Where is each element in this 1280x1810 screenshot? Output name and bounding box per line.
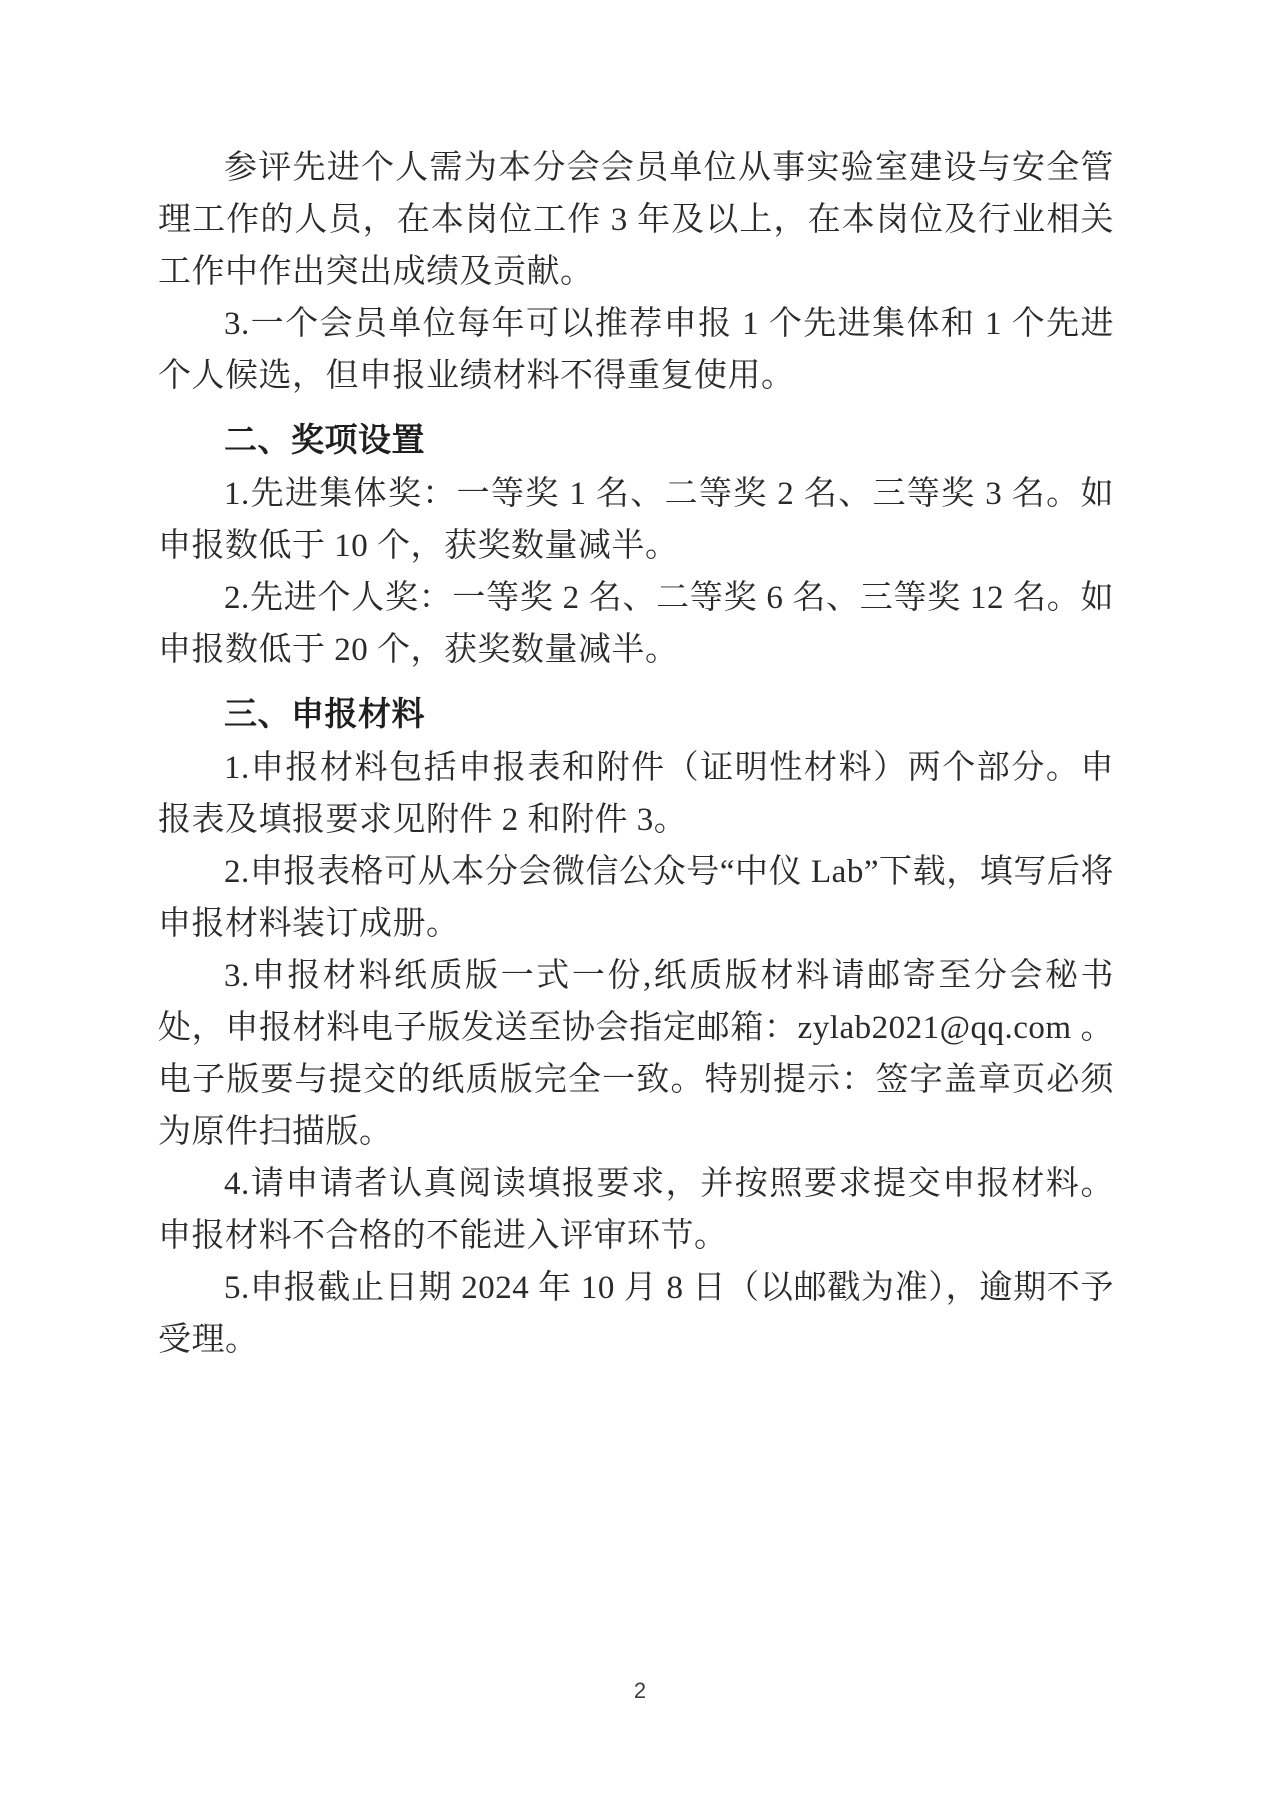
paragraph-individual-eligibility: 参评先进个人需为本分会会员单位从事实验室建设与安全管理工作的人员，在本岗位工作 3 年及以上，在本岗位及行业相关工作中作出突出成绩及贡献。 xyxy=(158,150,1114,290)
section-heading-application-materials: 三、申报材料 xyxy=(224,695,425,732)
paragraph-deadline: 5.申报截止日期 2024 年 10 月 8 日（以邮戳为准），逾期不予受理。 xyxy=(158,1270,1114,1358)
paragraph-review-requirement: 4.请申请者认真阅读填报要求，并按照要求提交申报材料。申报材料不合格的不能进入评审环节。 xyxy=(158,1166,1114,1254)
paragraph-individual-award: 2.先进个人奖：一等奖 2 名、二等奖 6 名、三等奖 12 名。如申报数低于 20 个，获奖数量减半。 xyxy=(158,580,1114,668)
section-heading-award-setup: 二、奖项设置 xyxy=(224,421,425,458)
paragraph-form-download: 2.申报表格可从本分会微信公众号“中仪 Lab”下载，填写后将申报材料装订成册。 xyxy=(158,854,1114,942)
page-number: 2 xyxy=(633,1678,647,1703)
document-body xyxy=(158,142,1114,1366)
paragraph-materials-composition: 1.申报材料包括申报表和附件（证明性材料）两个部分。申报表及填报要求见附件 2 和附件 3。 xyxy=(158,750,1114,838)
paragraph-recommendation-quota: 3.一个会员单位每年可以推荐申报 1 个先进集体和 1 个先进个人候选，但申报业绩材料不得重复使用。 xyxy=(158,306,1114,394)
paragraph-collective-award: 1.先进集体奖：一等奖 1 名、二等奖 2 名、三等奖 3 名。如申报数低于 10 个，获奖数量减半。 xyxy=(158,476,1114,564)
paragraph-submission-method: 3.申报材料纸质版一式一份,纸质版材料请邮寄至分会秘书处，申报材料电子版发送至协会指定邮箱：zylab2021@qq.com 。电子版要与提交的纸质版完全一致。特别提示：签字盖章页必须为原件扫描版。 xyxy=(158,958,1114,1150)
